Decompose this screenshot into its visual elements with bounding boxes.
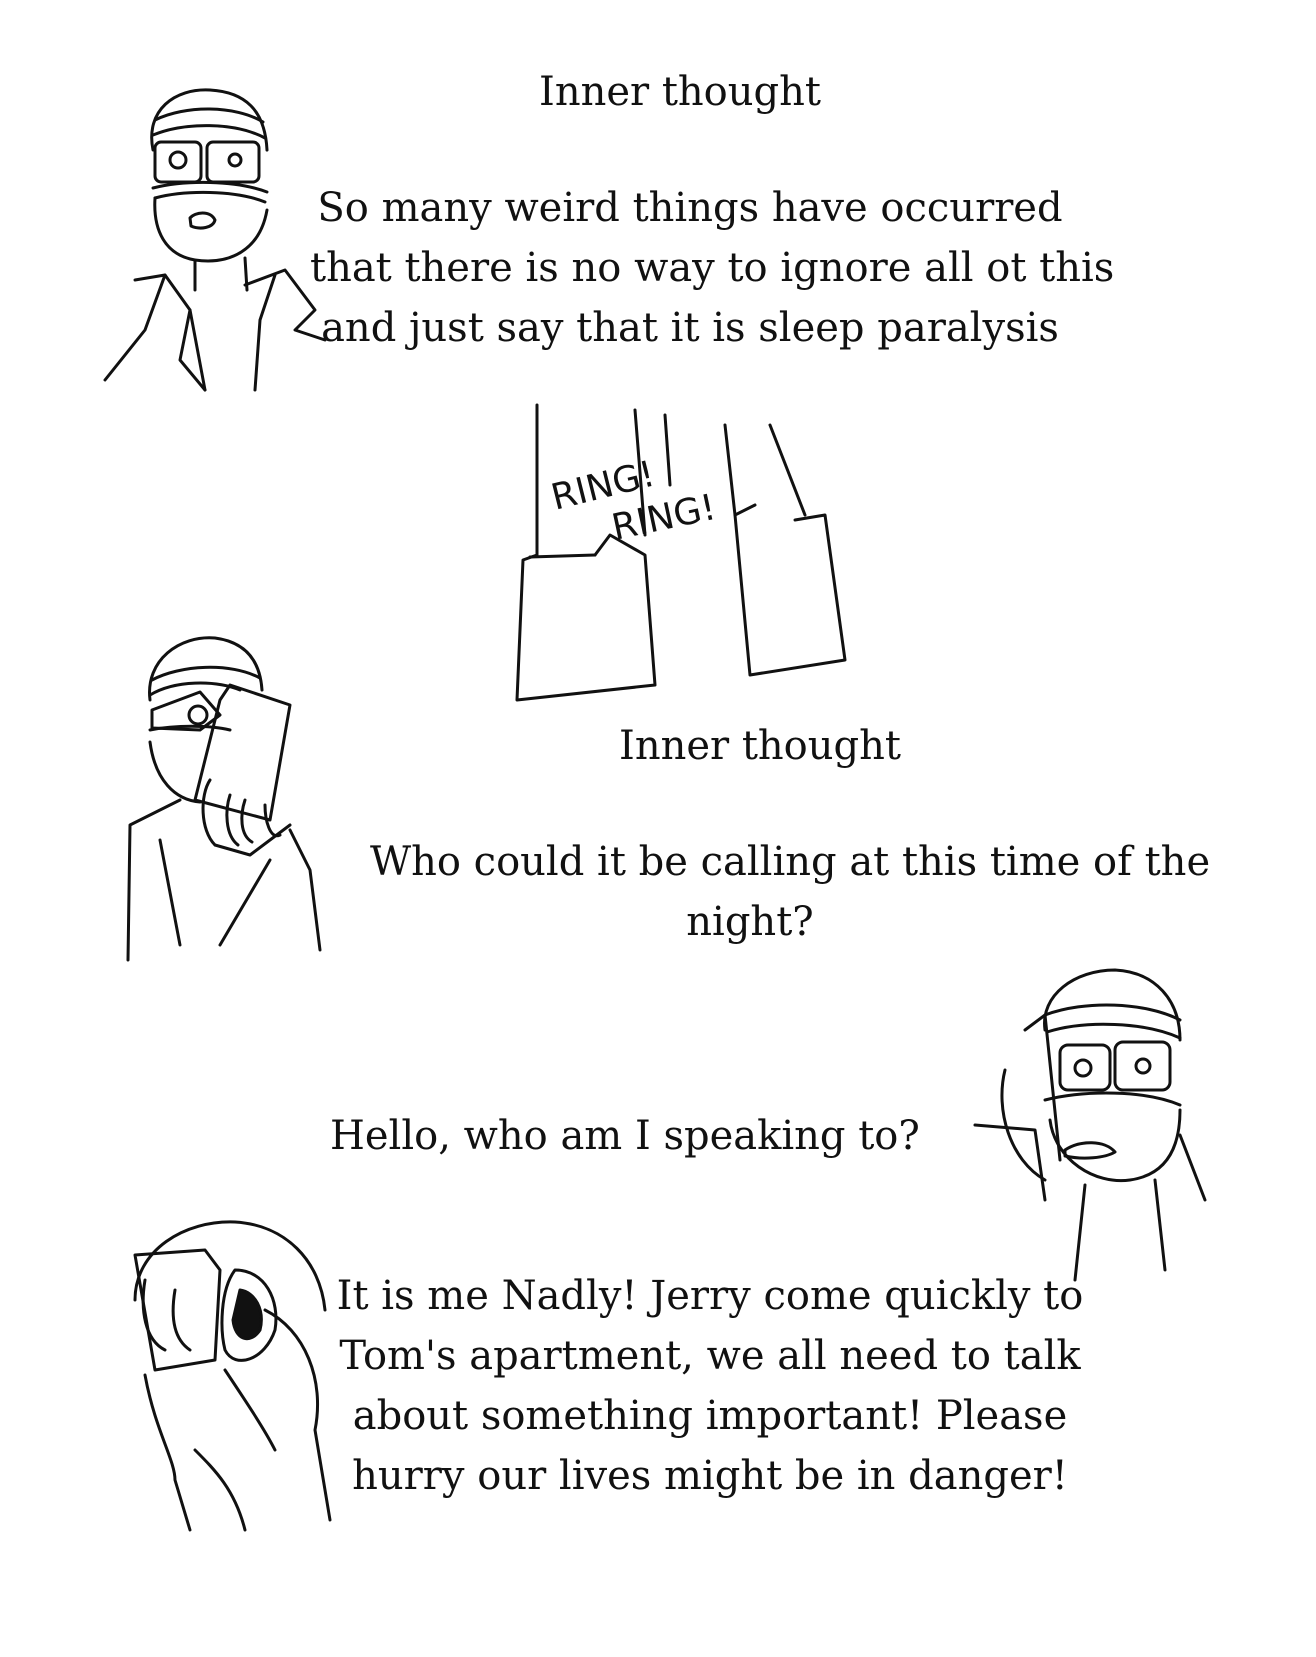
inner-thought-label-1: Inner thought [539, 69, 821, 115]
ring-sound-2: RING! [608, 486, 720, 549]
ringing-phone-drawing [515, 405, 855, 705]
ring-sound-1: RING! [547, 453, 659, 519]
dialogue-line: about something important! Please [352, 1393, 1068, 1439]
dialogue-line: that there is no way to ignore all ot this [310, 245, 1115, 291]
dialogue-line: Tom's apartment, we all need to talk [339, 1333, 1081, 1379]
character-phone-glasses-drawing [965, 960, 1225, 1290]
character-shouting-phone-drawing [115, 1200, 355, 1540]
dialogue-line: and just say that it is sleep paralysis [321, 305, 1059, 351]
character-glasses-drawing [95, 80, 335, 410]
dialogue-text-1 [310, 178, 1115, 358]
dialogue-line: So many weird things have occurred [317, 185, 1063, 231]
dialogue-line: hurry our lives might be in danger! [352, 1453, 1068, 1499]
dialogue-line: Who could it be calling at this time of the [370, 839, 1211, 885]
dialogue-line: night? [686, 899, 814, 945]
dialogue-text-4 [330, 1266, 1090, 1506]
inner-thought-label-2: Inner thought [619, 723, 901, 769]
dialogue-text-2 [370, 832, 1211, 952]
character-answering-phone-drawing [120, 630, 340, 970]
dialogue-text-3: Hello, who am I speaking to? [330, 1113, 920, 1159]
dialogue-line: It is me Nadly! Jerry come quickly to [336, 1273, 1084, 1319]
